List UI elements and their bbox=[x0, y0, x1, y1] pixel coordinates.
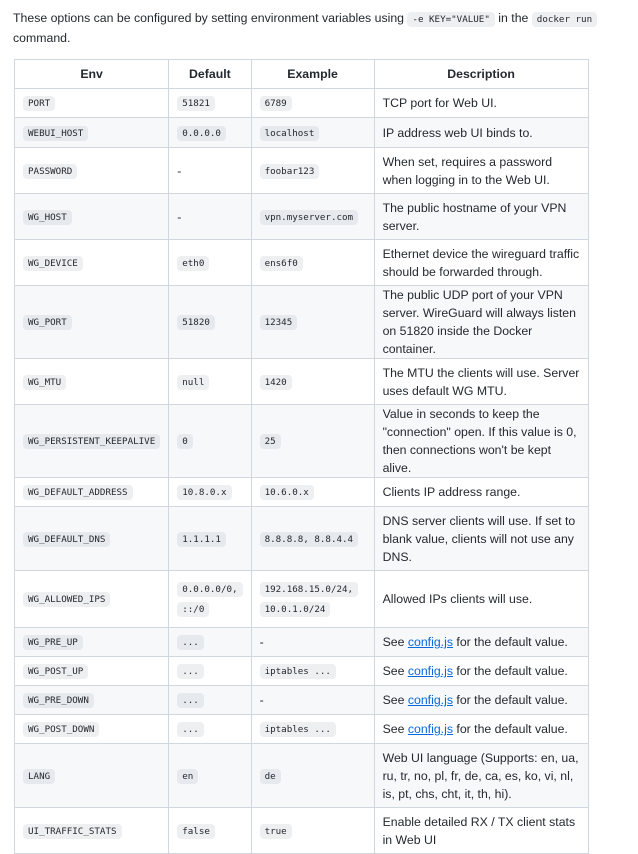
env-name: WG_DEVICE bbox=[23, 256, 83, 271]
env-name: LANG bbox=[23, 769, 55, 784]
description-cell bbox=[374, 657, 588, 686]
default-cell bbox=[169, 744, 251, 808]
description-text: for the default value. bbox=[452, 693, 568, 707]
default-cell bbox=[169, 405, 251, 478]
env-cell bbox=[15, 148, 169, 194]
env-name: WG_MTU bbox=[23, 375, 66, 390]
description-cell: When set, requires a password when logging in to the Web UI. bbox=[374, 148, 588, 194]
example-cell bbox=[251, 148, 374, 194]
config-js-link[interactable]: config.js bbox=[407, 722, 453, 736]
description-cell: The MTU the clients will use. Server uses default WG MTU. bbox=[374, 359, 588, 405]
default-cell bbox=[169, 286, 251, 359]
description-text: See bbox=[382, 722, 408, 736]
example-cell bbox=[251, 194, 374, 240]
example-value: 8.8.8.8, 8.8.4.4 bbox=[260, 532, 359, 547]
env-cell bbox=[15, 715, 169, 744]
default-cell: - bbox=[169, 194, 251, 240]
table-row bbox=[15, 405, 589, 478]
default-value: ... bbox=[177, 635, 204, 650]
description-cell: DNS server clients will use. If set to blank value, clients will not use any DNS. bbox=[374, 507, 588, 571]
example-cell bbox=[251, 89, 374, 118]
example-cell bbox=[251, 571, 374, 628]
header-env: Env bbox=[15, 60, 169, 89]
table-row bbox=[15, 715, 589, 744]
example-value: localhost bbox=[260, 126, 320, 141]
env-cell bbox=[15, 359, 169, 405]
description-cell: Allowed IPs clients will use. bbox=[374, 571, 588, 628]
env-cell bbox=[15, 628, 169, 657]
env-name: WG_ALLOWED_IPS bbox=[23, 592, 110, 607]
default-value-line: ::/0 bbox=[177, 602, 209, 617]
env-name: WG_HOST bbox=[23, 210, 72, 225]
table-row bbox=[15, 240, 589, 286]
table-row bbox=[15, 89, 589, 118]
env-name: PORT bbox=[23, 96, 55, 111]
default-value: en bbox=[177, 769, 198, 784]
example-value: 6789 bbox=[260, 96, 292, 111]
table-row bbox=[15, 359, 589, 405]
intro-code-cmd: docker run bbox=[532, 12, 597, 27]
description-cell: Enable detailed RX / TX client stats in Web UI bbox=[374, 808, 588, 854]
env-cell bbox=[15, 478, 169, 507]
default-cell bbox=[169, 507, 251, 571]
example-value: iptables ... bbox=[260, 664, 336, 679]
env-cell bbox=[15, 405, 169, 478]
env-cell bbox=[15, 240, 169, 286]
header-example: Example bbox=[251, 60, 374, 89]
env-name: WG_PRE_DOWN bbox=[23, 693, 94, 708]
default-cell bbox=[169, 240, 251, 286]
description-text: See bbox=[382, 693, 408, 707]
example-value: de bbox=[260, 769, 281, 784]
default-value: 10.8.0.x bbox=[177, 485, 231, 500]
example-value: ens6f0 bbox=[260, 256, 303, 271]
description-cell bbox=[374, 628, 588, 657]
table-row bbox=[15, 507, 589, 571]
description-cell bbox=[374, 715, 588, 744]
example-value: 25 bbox=[260, 434, 281, 449]
default-value: 51820 bbox=[177, 315, 215, 330]
description-cell: Web UI language (Supports: en, ua, ru, tr, no, pl, fr, de, ca, es, ko, vi, nl, is, pt, chs, cht, it, th, hi). bbox=[374, 744, 588, 808]
default-cell bbox=[169, 715, 251, 744]
table-row bbox=[15, 478, 589, 507]
description-cell: Clients IP address range. bbox=[374, 478, 588, 507]
intro-text-before: These options can be configured by setting environment variables using bbox=[13, 11, 408, 25]
default-cell bbox=[169, 118, 251, 148]
intro-text-after: command. bbox=[13, 31, 71, 45]
example-cell bbox=[251, 744, 374, 808]
default-value: ... bbox=[177, 664, 204, 679]
env-cell bbox=[15, 686, 169, 715]
default-value-line: 0.0.0.0/0, bbox=[177, 582, 242, 597]
example-value-line: 10.0.1.0/24 bbox=[260, 602, 331, 617]
default-value: null bbox=[177, 375, 209, 390]
config-js-link[interactable]: config.js bbox=[407, 693, 453, 707]
table-row bbox=[15, 686, 589, 715]
example-value: 12345 bbox=[260, 315, 298, 330]
description-cell: Value in seconds to keep the "connection" open. If this value is 0, then connections won't be kept alive. bbox=[374, 405, 588, 478]
description-cell: Ethernet device the wireguard traffic should be forwarded through. bbox=[374, 240, 588, 286]
example-cell: - bbox=[251, 686, 374, 715]
intro-paragraph bbox=[13, 9, 613, 48]
table-row bbox=[15, 628, 589, 657]
example-value: 10.6.0.x bbox=[260, 485, 314, 500]
table-row bbox=[15, 571, 589, 628]
example-value: 1420 bbox=[260, 375, 292, 390]
example-cell bbox=[251, 715, 374, 744]
default-cell bbox=[169, 571, 251, 628]
table-row bbox=[15, 148, 589, 194]
table-header bbox=[15, 60, 589, 89]
default-cell bbox=[169, 628, 251, 657]
description-cell bbox=[374, 686, 588, 715]
default-value: ... bbox=[177, 693, 204, 708]
intro-code-flag: -e KEY="VALUE" bbox=[407, 12, 494, 27]
default-cell: - bbox=[169, 148, 251, 194]
default-value: 1.1.1.1 bbox=[177, 532, 226, 547]
env-name: PASSWORD bbox=[23, 164, 77, 179]
env-cell bbox=[15, 507, 169, 571]
header-description: Description bbox=[374, 60, 588, 89]
env-name: WG_DEFAULT_DNS bbox=[23, 532, 110, 547]
env-name: WG_DEFAULT_ADDRESS bbox=[23, 485, 133, 500]
example-value-line: 192.168.15.0/24, bbox=[260, 582, 359, 597]
description-text: for the default value. bbox=[452, 722, 568, 736]
example-cell bbox=[251, 478, 374, 507]
table-body bbox=[15, 89, 589, 854]
example-cell bbox=[251, 507, 374, 571]
default-value: ... bbox=[177, 722, 204, 737]
env-name: WG_POST_UP bbox=[23, 664, 88, 679]
default-cell bbox=[169, 657, 251, 686]
env-cell bbox=[15, 744, 169, 808]
env-cell bbox=[15, 657, 169, 686]
default-value: 0 bbox=[177, 434, 193, 449]
config-js-link[interactable]: config.js bbox=[407, 664, 453, 678]
env-name: WG_PERSISTENT_KEEPALIVE bbox=[23, 434, 160, 449]
default-cell bbox=[169, 478, 251, 507]
env-cell bbox=[15, 118, 169, 148]
config-js-link[interactable]: config.js bbox=[407, 635, 453, 649]
env-cell bbox=[15, 89, 169, 118]
example-cell bbox=[251, 240, 374, 286]
example-value: iptables ... bbox=[260, 722, 336, 737]
description-text: for the default value. bbox=[452, 635, 568, 649]
table-row bbox=[15, 118, 589, 148]
description-text: for the default value. bbox=[452, 664, 568, 678]
example-value: foobar123 bbox=[260, 164, 320, 179]
header-default: Default bbox=[169, 60, 251, 89]
default-cell bbox=[169, 686, 251, 715]
env-name: WG_PORT bbox=[23, 315, 72, 330]
default-cell bbox=[169, 359, 251, 405]
description-cell: IP address web UI binds to. bbox=[374, 118, 588, 148]
default-value: 51821 bbox=[177, 96, 215, 111]
env-options-table bbox=[14, 59, 589, 854]
env-name: UI_TRAFFIC_STATS bbox=[23, 824, 122, 839]
table-row bbox=[15, 286, 589, 359]
description-cell: The public UDP port of your VPN server. WireGuard will always listen on 51820 inside the Docker container. bbox=[374, 286, 588, 359]
description-text: See bbox=[382, 664, 408, 678]
description-text: See bbox=[382, 635, 408, 649]
table-row bbox=[15, 744, 589, 808]
default-value: eth0 bbox=[177, 256, 209, 271]
example-cell bbox=[251, 118, 374, 148]
env-name: WG_POST_DOWN bbox=[23, 722, 99, 737]
example-value: true bbox=[260, 824, 292, 839]
example-cell: - bbox=[251, 628, 374, 657]
example-cell bbox=[251, 359, 374, 405]
table-row bbox=[15, 657, 589, 686]
description-cell: TCP port for Web UI. bbox=[374, 89, 588, 118]
example-cell bbox=[251, 286, 374, 359]
env-cell bbox=[15, 571, 169, 628]
env-cell bbox=[15, 194, 169, 240]
example-cell bbox=[251, 657, 374, 686]
env-name: WG_PRE_UP bbox=[23, 635, 83, 650]
default-value: false bbox=[177, 824, 215, 839]
default-cell bbox=[169, 89, 251, 118]
header-row bbox=[15, 60, 589, 89]
env-cell bbox=[15, 286, 169, 359]
table-row bbox=[15, 194, 589, 240]
example-value: vpn.myserver.com bbox=[260, 210, 359, 225]
description-cell: The public hostname of your VPN server. bbox=[374, 194, 588, 240]
intro-text-middle: in the bbox=[494, 11, 532, 25]
default-value: 0.0.0.0 bbox=[177, 126, 226, 141]
example-cell bbox=[251, 405, 374, 478]
env-name: WEBUI_HOST bbox=[23, 126, 88, 141]
